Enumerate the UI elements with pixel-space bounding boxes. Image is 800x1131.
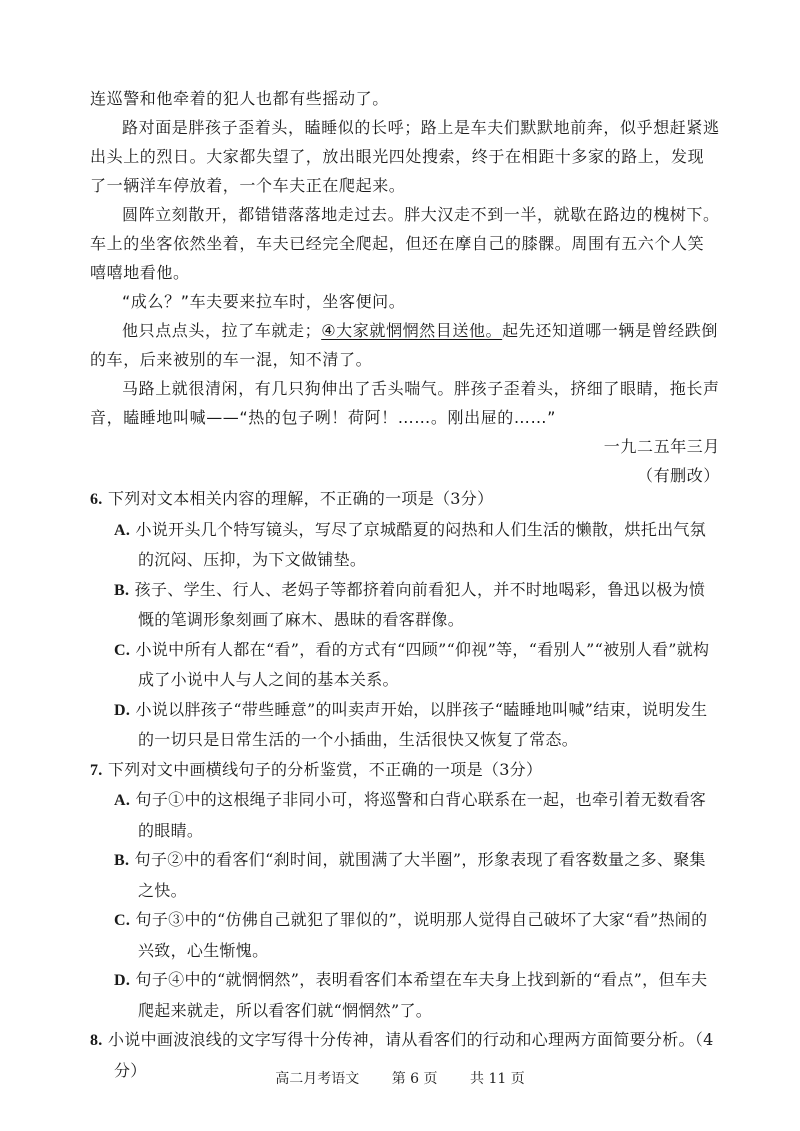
option-letter: C.: [114, 641, 131, 659]
option-text: 小说以胖孩子“带些睡意”的叫卖声开始，以胖孩子“瞌睡地叫喊”结束，说明发生的一切只是日常生活的一个小插曲，生活很快又恢复了常态。: [135, 699, 708, 749]
option-letter: A.: [114, 521, 131, 539]
option-text: 句子④中的“就惘惘然”，表明看客们本希望在车夫身上找到新的“看点”，但车夫爬起来就走，所以看客们就“惘惘然”了。: [135, 970, 708, 1020]
question-number: 8.: [90, 1032, 103, 1049]
question-number: 6.: [90, 491, 103, 508]
option-text: 句子①中的这根绳子非同小可，将巡警和白背心联系在一起，也牵引着无数看客的眼睛。: [135, 790, 707, 840]
page-footer: [0, 1068, 800, 1088]
option-text: 小说开头几个特写镜头，写尽了京城酷夏的闷热和人们生活的懒散，烘托出气氛的沉闷、压抑，为下文做铺垫。: [135, 519, 707, 569]
option-b: [90, 575, 720, 635]
passage-paragraph: 连巡警和他牵着的犯人也都有些摇动了。: [90, 89, 389, 108]
footer-subject: 高二月考语文: [275, 1071, 360, 1087]
option-letter: C.: [114, 912, 131, 929]
question-6: [90, 484, 720, 755]
passage-text: 他只点点头，拉了车就走；: [122, 321, 322, 340]
passage-paragraph: [90, 316, 720, 374]
option-c: [90, 635, 720, 695]
question-number: 7.: [90, 761, 103, 779]
option-d: [90, 965, 720, 1025]
question-title: 小说中画波浪线的文字写得十分传神，请从看客们的行动和心理两方面简要分析。（4分）: [108, 1030, 714, 1080]
question-section: [90, 484, 720, 1085]
underlined-sentence-4: ④大家就惘惘然目送他。: [321, 321, 503, 340]
option-text: 孩子、学生、行人、老妈子等都挤着向前看犯人，并不时地喝彩，鲁迅以极为愤慨的笔调形象刻画了麻木、愚昧的看客群像。: [134, 579, 706, 629]
passage-date: 一九二五年三月: [603, 437, 720, 456]
footer-page-number: 第 6 页: [391, 1071, 438, 1087]
option-a: [90, 785, 720, 845]
passage-paragraph: 路对面是胖孩子歪着头，瞌睡似的长呼；路上是车夫们默默地前奔，似乎想赶紧逃出头上的烈日。大家都失望了，放出眼光四处搜索，终于在相距十多家的路上，发现了一辆洋车停放着，一个车夫正在爬起来。: [90, 118, 720, 195]
option-c: [90, 905, 720, 965]
option-letter: B.: [114, 852, 130, 869]
reading-passage: [90, 84, 720, 490]
option-d: [90, 695, 720, 755]
passage-paragraph: “成么？”车夫要来拉车时，坐客便问。: [122, 292, 406, 311]
passage-paragraph: 圆阵立刻散开，都错错落落地走过去。胖大汉走不到一半，就歇在路边的槐树下。车上的坐客依然坐着，车夫已经完全爬起，但还在摩自己的膝髁。周围有五六个人笑嘻嘻地看他。: [90, 205, 720, 282]
option-text: 小说中所有人都在“看”，看的方式有“四顾”“仰视”等，“看别人”“被别人看”就构成了小说中人与人之间的基本关系。: [135, 639, 710, 689]
option-a: [90, 515, 720, 575]
passage-text: 起先还知道哪一辆是曾经跌倒的车，后来被别的车一混，知不清了。: [90, 321, 718, 369]
passage-paragraph: 马路上就很清闲，有几只狗伸出了舌头喘气。胖孩子歪着头，挤细了眼睛，拖长声音，瞌睡地叫喊——“热的包子咧！荷阿！……。刚出屉的……”: [90, 379, 720, 427]
passage-note: （有删改）: [636, 466, 720, 485]
option-letter: B.: [114, 581, 130, 599]
question-7: [90, 755, 720, 1026]
option-letter: A.: [114, 792, 131, 809]
option-b: [90, 845, 720, 905]
option-text: 句子②中的看客们“刹时间，就围满了大半圈”，形象表现了看客数量之多、聚集之快。: [134, 850, 706, 900]
footer-total-pages: 共 11 页: [470, 1071, 525, 1087]
question-title: 下列对文本相关内容的理解，不正确的一项是（3分）: [108, 489, 494, 508]
option-letter: D.: [114, 972, 131, 989]
option-letter: D.: [114, 701, 131, 719]
question-title: 下列对文中画横线句子的分析鉴赏，不正确的一项是（3分）: [108, 759, 543, 779]
option-text: 句子③中的“仿佛自己就犯了罪似的”，说明那人觉得自己破坏了大家“看”热闹的兴致，心生惭愧。: [135, 910, 708, 960]
